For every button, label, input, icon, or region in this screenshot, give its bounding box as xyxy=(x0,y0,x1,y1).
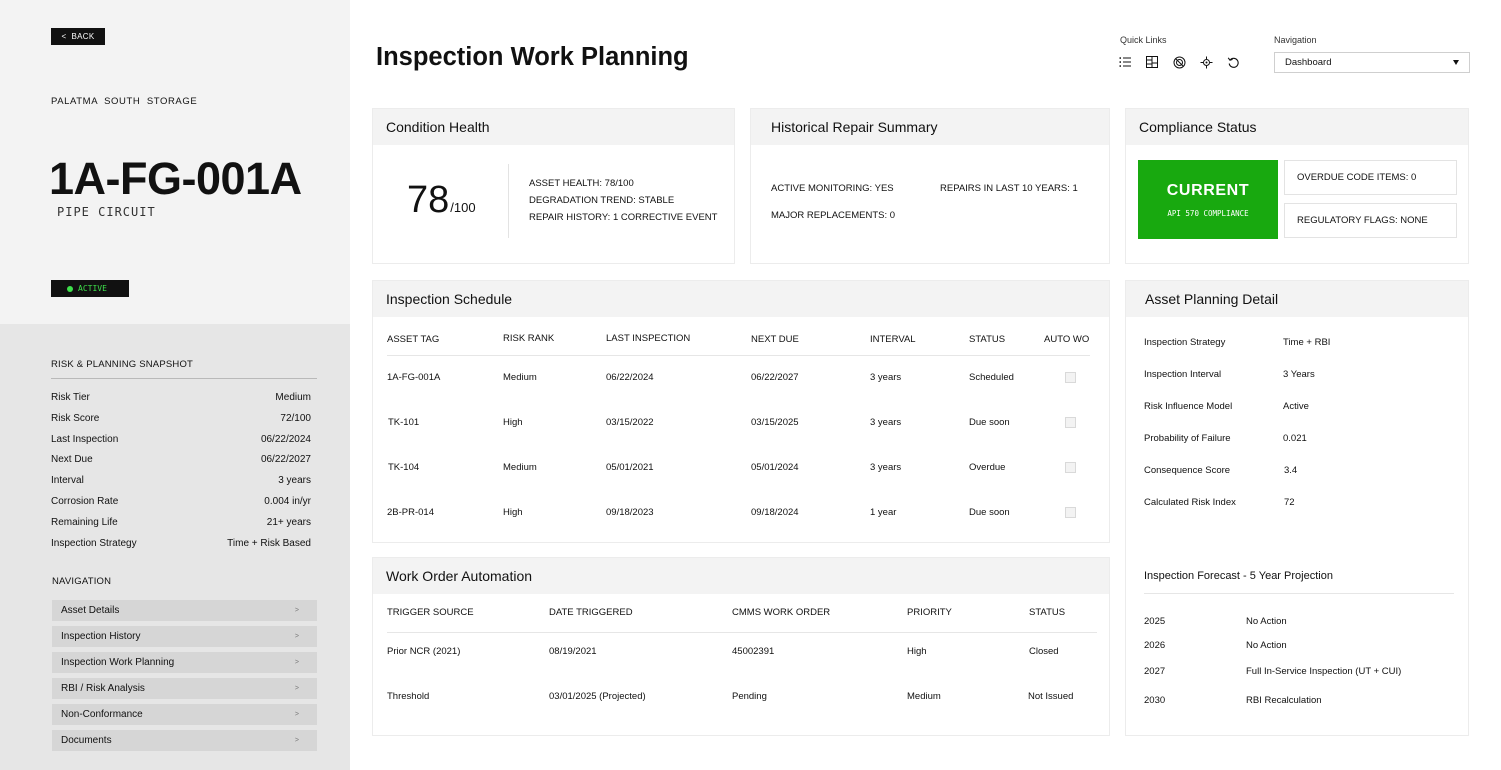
snapshot-title: RISK & PLANNING SNAPSHOT xyxy=(51,359,194,370)
forecast-year: 2027 xyxy=(1144,666,1166,677)
snapshot-label: Remaining Life xyxy=(51,516,118,528)
table-cell: Due soon xyxy=(969,507,1010,518)
health-metric: REPAIR HISTORY: 1 CORRECTIVE EVENT xyxy=(529,212,718,223)
compliance-standard: API 570 COMPLIANCE xyxy=(1167,208,1249,218)
snapshot-label: Next Due xyxy=(51,454,93,466)
column-header: STATUS xyxy=(1029,607,1066,618)
snapshot-row xyxy=(51,538,311,559)
detail-label: Probability of Failure xyxy=(1144,433,1231,444)
sidebar-item-label: Inspection History xyxy=(61,631,141,642)
snapshot-label: Corrosion Rate xyxy=(51,495,119,507)
table-cell: 03/15/2022 xyxy=(606,417,654,428)
chevron-right-icon: > xyxy=(294,659,299,666)
navigation-dropdown-value: Dashboard xyxy=(1285,57,1332,68)
table-cell: 03/15/2025 xyxy=(751,417,799,428)
snapshot-row xyxy=(51,496,311,517)
snapshot-row xyxy=(51,517,311,538)
table-cell: 06/22/2024 xyxy=(606,372,654,383)
sidebar-item-non-conformance[interactable] xyxy=(52,704,317,725)
repairs-last-10-years: REPAIRS IN LAST 10 YEARS: 1 xyxy=(940,183,1078,194)
sidebar-item-label: Documents xyxy=(61,735,112,746)
sidebar-item-label: Asset Details xyxy=(61,605,120,616)
work-order-link[interactable]: 45002391 xyxy=(732,646,775,657)
compliance-status: CURRENT xyxy=(1166,181,1250,199)
navigation-list xyxy=(52,600,317,756)
snapshot-list xyxy=(51,392,311,558)
auto-wo-checkbox[interactable] xyxy=(1065,372,1076,383)
health-metric: DEGRADATION TREND: STABLE xyxy=(529,195,675,206)
locate-icon[interactable] xyxy=(1199,55,1213,69)
auto-wo-checkbox[interactable] xyxy=(1065,417,1076,428)
layout-icon[interactable] xyxy=(1145,55,1159,69)
column-header: INTERVAL xyxy=(870,334,916,345)
column-header: DATE TRIGGERED xyxy=(549,607,633,618)
table-cell: 08/19/2021 xyxy=(549,646,597,657)
forecast-year: 2030 xyxy=(1144,695,1166,706)
navigation-dropdown[interactable] xyxy=(1274,52,1470,73)
refresh-icon[interactable] xyxy=(1226,55,1240,69)
column-header: STATUS xyxy=(969,334,1006,345)
table-cell: Not Issued xyxy=(1028,691,1074,702)
card-title: Condition Health xyxy=(373,109,734,145)
header-divider xyxy=(387,632,1097,633)
column-header: NEXT DUE xyxy=(751,334,799,345)
chevron-right-icon: > xyxy=(294,633,299,640)
asset-planning-detail-card xyxy=(1125,280,1469,736)
snapshot-row xyxy=(51,413,311,434)
column-header: CMMS WORK ORDER xyxy=(732,607,831,618)
chevron-left-icon: < xyxy=(61,32,67,41)
snapshot-row xyxy=(51,454,311,475)
health-score-max: /100 xyxy=(450,200,476,215)
forecast-year: 2025 xyxy=(1144,616,1166,627)
detail-value: Time + RBI xyxy=(1283,337,1331,348)
table-cell: High xyxy=(503,417,523,428)
table-cell: TK-101 xyxy=(388,417,420,428)
detail-label: Consequence Score xyxy=(1144,465,1231,476)
sidebar xyxy=(0,0,350,770)
health-score xyxy=(407,179,476,222)
snapshot-row xyxy=(51,434,311,455)
column-header: ASSET TAG xyxy=(387,334,440,345)
forecast-year: 2026 xyxy=(1144,640,1166,651)
table-cell: 1A-FG-001A xyxy=(387,372,441,383)
detail-value: 3.4 xyxy=(1284,465,1298,476)
snapshot-label: Risk Score xyxy=(51,412,100,424)
card-title: Work Order Automation xyxy=(373,558,1109,594)
snapshot-value: 72/100 xyxy=(280,412,311,424)
table-cell: Medium xyxy=(503,462,537,473)
table-cell: Scheduled xyxy=(969,372,1014,383)
sidebar-item-label: Inspection Work Planning xyxy=(61,657,175,668)
inspection-schedule-card xyxy=(372,280,1110,543)
detail-label: Risk Influence Model xyxy=(1144,401,1233,412)
card-title: Historical Repair Summary xyxy=(751,109,1109,145)
health-metric: ASSET HEALTH: 78/100 xyxy=(529,178,634,189)
quick-links-label: Quick Links xyxy=(1120,35,1167,45)
table-cell: Pending xyxy=(732,691,767,702)
chevron-right-icon: > xyxy=(294,737,299,744)
snapshot-label: Last Inspection xyxy=(51,433,119,445)
snapshot-value: 06/22/2024 xyxy=(260,433,311,445)
sidebar-item-inspection-history[interactable] xyxy=(52,626,317,647)
detail-value: 0.021 xyxy=(1283,433,1307,444)
column-header: LAST INSPECTION xyxy=(606,333,691,344)
table-cell: Medium xyxy=(907,691,941,702)
snapshot-label: Interval xyxy=(51,475,84,487)
column-header: AUTO WO xyxy=(1044,334,1090,345)
condition-health-card xyxy=(372,108,735,264)
table-cell: 1 year xyxy=(870,507,897,518)
health-score-value: 78 xyxy=(407,179,450,221)
sidebar-item-inspection-work-planning[interactable] xyxy=(52,652,317,673)
table-cell: Overdue xyxy=(969,462,1006,473)
forecast-action: No Action xyxy=(1246,616,1287,627)
snapshot-value: Time + Risk Based xyxy=(227,537,311,549)
quick-links xyxy=(1118,55,1240,69)
sidebar-item-asset-details[interactable] xyxy=(52,600,317,621)
table-cell: Due soon xyxy=(969,417,1010,428)
header-divider xyxy=(387,355,1090,356)
table-cell: 3 years xyxy=(870,372,902,383)
asset-type: PIPE CIRCUIT xyxy=(57,205,156,219)
chevron-right-icon: > xyxy=(294,607,299,614)
table-cell: TK-104 xyxy=(388,462,420,473)
back-button[interactable] xyxy=(51,28,105,45)
work-order-automation-card xyxy=(372,557,1110,736)
sidebar-item-label: Non-Conformance xyxy=(61,709,143,720)
snapshot-value: 0.004 in/yr xyxy=(264,495,311,507)
table-cell: 03/01/2025 (Projected) xyxy=(549,691,646,702)
snapshot-value: 3 years xyxy=(278,475,311,487)
snapshot-divider xyxy=(51,378,317,379)
auto-wo-checkbox[interactable] xyxy=(1065,462,1076,473)
chevron-right-icon: > xyxy=(294,711,299,718)
compliance-status-card xyxy=(1125,108,1469,264)
page-title: Inspection Work Planning xyxy=(376,43,689,71)
table-cell: Threshold xyxy=(387,691,430,702)
forecast-action: No Action xyxy=(1246,640,1287,651)
historical-repair-card xyxy=(750,108,1110,264)
sidebar-item-label: RBI / Risk Analysis xyxy=(61,683,145,694)
table-cell: 09/18/2024 xyxy=(751,507,799,518)
overdue-code-items: OVERDUE CODE ITEMS: 0 xyxy=(1284,160,1457,195)
major-replacements: MAJOR REPLACEMENTS: 0 xyxy=(771,210,896,221)
back-button-label: BACK xyxy=(71,32,95,41)
site-name: PALATMA SOUTH STORAGE xyxy=(51,96,198,107)
compliance-badge xyxy=(1138,160,1278,239)
sidebar-item-rbi-risk-analysis[interactable] xyxy=(52,678,317,699)
list-icon[interactable] xyxy=(1118,55,1132,69)
chevron-right-icon: > xyxy=(294,685,299,692)
status-dot-icon xyxy=(67,286,73,292)
target-icon[interactable] xyxy=(1172,55,1186,69)
divider xyxy=(508,164,509,238)
snapshot-label: Risk Tier xyxy=(51,392,90,403)
detail-label: Inspection Interval xyxy=(1144,369,1222,380)
detail-value: Active xyxy=(1283,401,1309,412)
snapshot-row xyxy=(51,475,311,496)
column-header: TRIGGER SOURCE xyxy=(387,607,474,618)
detail-label: Calculated Risk Index xyxy=(1144,497,1236,508)
table-cell: 09/18/2023 xyxy=(606,507,654,518)
table-cell: High xyxy=(503,507,523,518)
regulatory-flags: REGULATORY FLAGS: NONE xyxy=(1284,203,1457,238)
snapshot-value: 06/22/2027 xyxy=(260,454,311,466)
snapshot-label: Inspection Strategy xyxy=(51,537,137,549)
table-cell: 2B-PR-014 xyxy=(387,507,434,518)
column-header: RISK RANK xyxy=(503,333,555,344)
table-cell: Closed xyxy=(1029,646,1059,657)
table-cell: 05/01/2021 xyxy=(606,462,654,473)
auto-wo-checkbox[interactable] xyxy=(1065,507,1076,518)
forecast-title: Inspection Forecast - 5 Year Projection xyxy=(1144,570,1333,582)
status-badge xyxy=(51,280,129,297)
detail-value: 72 xyxy=(1284,497,1295,508)
table-cell: Prior NCR (2021) xyxy=(387,646,461,657)
snapshot-value: Medium xyxy=(275,392,311,403)
card-title: Inspection Schedule xyxy=(373,281,1109,317)
forecast-divider xyxy=(1144,593,1454,594)
table-cell: 3 years xyxy=(870,417,902,428)
asset-id: 1A-FG-001A xyxy=(49,153,302,204)
table-cell: Medium xyxy=(503,372,537,383)
sidebar-item-documents[interactable] xyxy=(52,730,317,751)
navigation-title: NAVIGATION xyxy=(52,576,112,587)
forecast-action: RBI Recalculation xyxy=(1246,695,1322,706)
snapshot-value: 21+ years xyxy=(266,516,311,528)
navigation-dropdown-label: Navigation xyxy=(1274,35,1317,45)
active-monitoring: ACTIVE MONITORING: YES xyxy=(771,183,894,194)
detail-value: 3 Years xyxy=(1283,369,1315,380)
card-title: Compliance Status xyxy=(1126,109,1468,145)
caret-down-icon xyxy=(1453,60,1459,65)
column-header: PRIORITY xyxy=(907,607,952,618)
card-title: Asset Planning Detail xyxy=(1126,281,1468,317)
snapshot-row xyxy=(51,392,311,413)
status-badge-label: ACTIVE xyxy=(78,284,107,293)
table-cell: High xyxy=(907,646,927,657)
forecast-action: Full In-Service Inspection (UT + CUI) xyxy=(1246,666,1402,677)
table-cell: 05/01/2024 xyxy=(751,462,799,473)
table-cell: 3 years xyxy=(870,462,902,473)
detail-label: Inspection Strategy xyxy=(1144,337,1226,348)
table-cell: 06/22/2027 xyxy=(751,372,799,383)
